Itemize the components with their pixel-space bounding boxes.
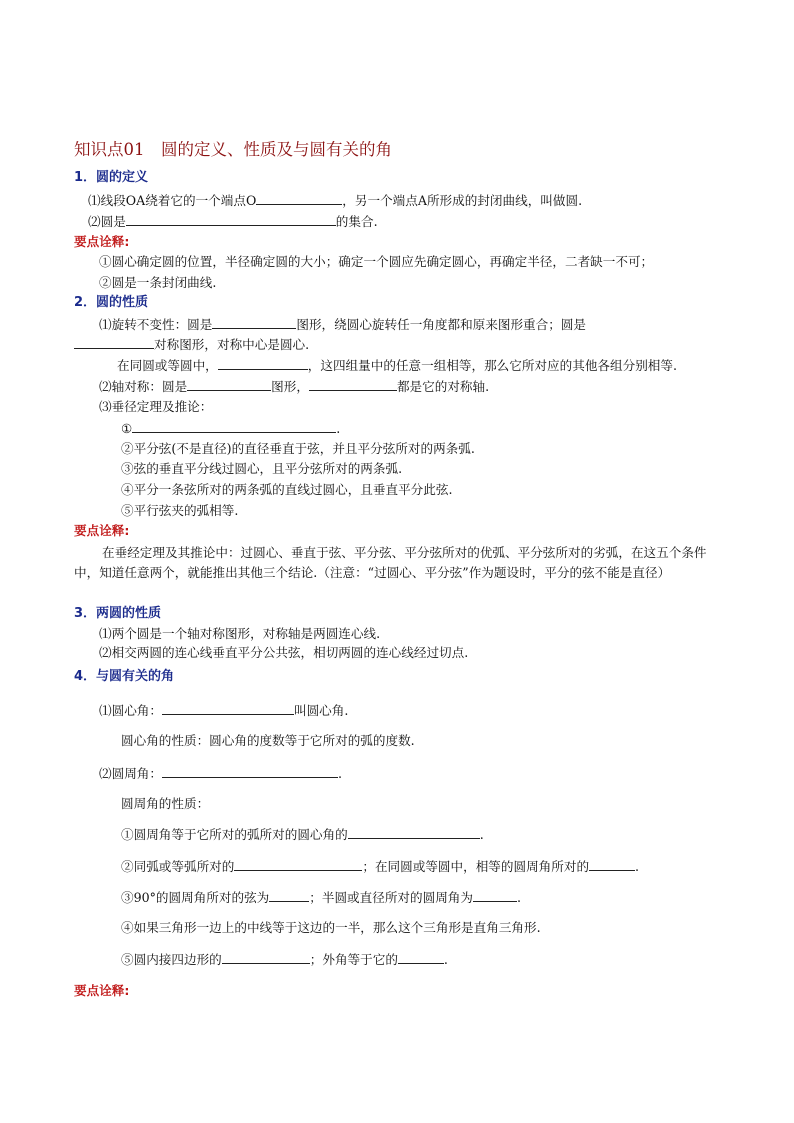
s2-line-5: ⑶垂径定理及推论： — [99, 399, 213, 414]
s4-line-3 — [99, 765, 342, 782]
s4-property-2-text-b: ；在同圆或等圆中，相等的圆周角所对的 — [362, 859, 590, 874]
s2-corollary-4: ④平分一条弦所对的两条弧的直线过圆心，且垂直平分此弦. — [121, 482, 453, 497]
section-heading-angles: 4．与圆有关的角 — [74, 669, 175, 684]
s2-line-3 — [117, 357, 677, 374]
s4-line-3-text-a: ⑵圆周角： — [99, 766, 162, 781]
fill-blank[interactable] — [132, 420, 336, 433]
s4-line-4: 圆周角的性质： — [121, 796, 210, 811]
page-title: 知识点01 圆的定义、性质及与圆有关的角 — [74, 140, 392, 159]
s4-property-5-text-b: ；外角等于它的 — [309, 952, 398, 967]
s2-corollary-1 — [121, 420, 340, 437]
s3-line-2: ⑵相交两圆的连心线垂直平分公共弦，相切两圆的连心线经过切点. — [99, 645, 469, 660]
s4-line-2: 圆心角的性质：圆心角的度数等于它所对的弧的度数. — [121, 733, 415, 748]
s4-property-3-text-a: ③90°的圆周角所对的弦为 — [121, 890, 270, 905]
fill-blank[interactable] — [212, 316, 296, 329]
s2-line-4-text-a: ⑵轴对称：圆是 — [99, 379, 188, 394]
fill-blank[interactable] — [256, 192, 342, 205]
s1-line-2-text-a: ⑵圆是 — [88, 214, 126, 229]
s2-line-3-text-a: 在同圆或等圆中， — [117, 358, 218, 373]
fill-blank[interactable] — [348, 826, 480, 839]
s3-line-1: ⑴两个圆是一个轴对称图形，对称轴是两圆连心线. — [99, 626, 381, 641]
s4-property-2-text-c: . — [635, 859, 640, 874]
s2-corollary-2: ②平分弦(不是直径)的直径垂直于弦，并且平分弦所对的两条弧. — [121, 441, 475, 456]
s4-property-5 — [121, 951, 448, 968]
s2-corollary-1-end: . — [336, 421, 341, 436]
fill-blank[interactable] — [218, 357, 308, 370]
s1-line-1-text-b: ，另一个端点A所形成的封闭曲线，叫做圆. — [342, 193, 583, 208]
s4-property-5-text-a: ⑤圆内接四边形的 — [121, 952, 222, 967]
fill-blank[interactable] — [222, 951, 310, 964]
s2-line-2-text: 对称图形，对称中心是圆心. — [154, 337, 310, 352]
s4-property-3-text-c: . — [516, 890, 521, 905]
key-point-note-label: 要点诠释: — [74, 983, 130, 998]
fill-blank[interactable] — [589, 858, 635, 871]
fill-blank[interactable] — [234, 858, 362, 871]
s1-line-1-text-a: ⑴线段OA绕着它的一个端点O — [88, 193, 257, 208]
s4-line-1-text-a: ⑴圆心角： — [99, 703, 162, 718]
section-heading-definition: 1．圆的定义 — [74, 170, 149, 185]
fill-blank[interactable] — [269, 889, 309, 902]
s1-note-2: ②圆是一条封闭曲线. — [99, 275, 217, 290]
s2-line-4-text-c: 都是它的对称轴. — [396, 379, 490, 394]
s4-property-2 — [121, 858, 639, 875]
s2-line-1-text-a: ⑴旋转不变性：圆是 — [99, 317, 213, 332]
key-point-note-label: 要点诠释: — [74, 234, 130, 249]
s4-line-3-text-b: . — [337, 766, 342, 781]
fill-blank[interactable] — [398, 951, 444, 964]
s2-line-1-text-b: 图形，绕圆心旋转任一角度都和原来图形重合；圆是 — [296, 317, 586, 332]
s2-line-3-text-b: ，这四组量中的任意一组相等，那么它所对应的其他各组分别相等. — [307, 358, 677, 373]
s2-line-4 — [99, 378, 489, 395]
s4-property-1 — [121, 826, 484, 843]
s1-note-1: ①圆心确定圆的位置，半径确定圆的大小；确定一个圆应先确定圆心，再确定半径，二者缺一不可； — [99, 254, 654, 269]
s4-property-3-text-b: ；半圆或直径所对的圆周角为 — [309, 890, 473, 905]
fill-blank[interactable] — [473, 889, 517, 902]
section-heading-properties: 2．圆的性质 — [74, 295, 149, 310]
fill-blank[interactable] — [162, 765, 338, 778]
fill-blank[interactable] — [126, 213, 336, 226]
s2-line-4-text-b: 图形， — [271, 379, 309, 394]
s2-corollary-5: ⑤平行弦夹的弧相等. — [121, 503, 239, 518]
s4-property-4: ④如果三角形一边上的中线等于这边的一半，那么这个三角形是直角三角形. — [121, 920, 541, 935]
s2-line-1 — [99, 316, 586, 333]
s4-property-3 — [121, 889, 521, 906]
s2-note-paragraph: 在垂经定理及其推论中：过圆心、垂直于弦、平分弦、平分弦所对的优弧、平分弦所对的劣弧，在这五个条件中，知道任意两个，就能推出其他三个结论.（注意：“过圆心、平分弦”作为题设时，平分的弦不能是直径） — [74, 545, 707, 580]
section-heading-two-circles: 3．两圆的性质 — [74, 606, 162, 621]
s2-line-2 — [74, 336, 309, 353]
s4-property-2-text-a: ②同弧或等弧所对的 — [121, 859, 235, 874]
s1-line-1 — [88, 192, 582, 209]
fill-blank[interactable] — [309, 378, 397, 391]
key-point-note-label: 要点诠释: — [74, 523, 130, 538]
s4-line-1 — [99, 702, 348, 719]
s4-property-5-text-c: . — [443, 952, 448, 967]
fill-blank[interactable] — [74, 336, 154, 349]
s4-line-1-text-b: 叫圆心角. — [293, 703, 349, 718]
s2-corollary-3: ③弦的垂直平分线过圆心，且平分弦所对的两条弧. — [121, 461, 403, 476]
fill-blank[interactable] — [162, 702, 294, 715]
s4-property-1-text-b: . — [479, 827, 484, 842]
s4-property-1-text-a: ①圆周角等于它所对的弧所对的圆心角的 — [121, 827, 348, 842]
s1-line-2 — [88, 213, 378, 230]
s2-corollary-1-num: ① — [121, 421, 133, 436]
fill-blank[interactable] — [187, 378, 271, 391]
s1-line-2-text-b: 的集合. — [335, 214, 378, 229]
